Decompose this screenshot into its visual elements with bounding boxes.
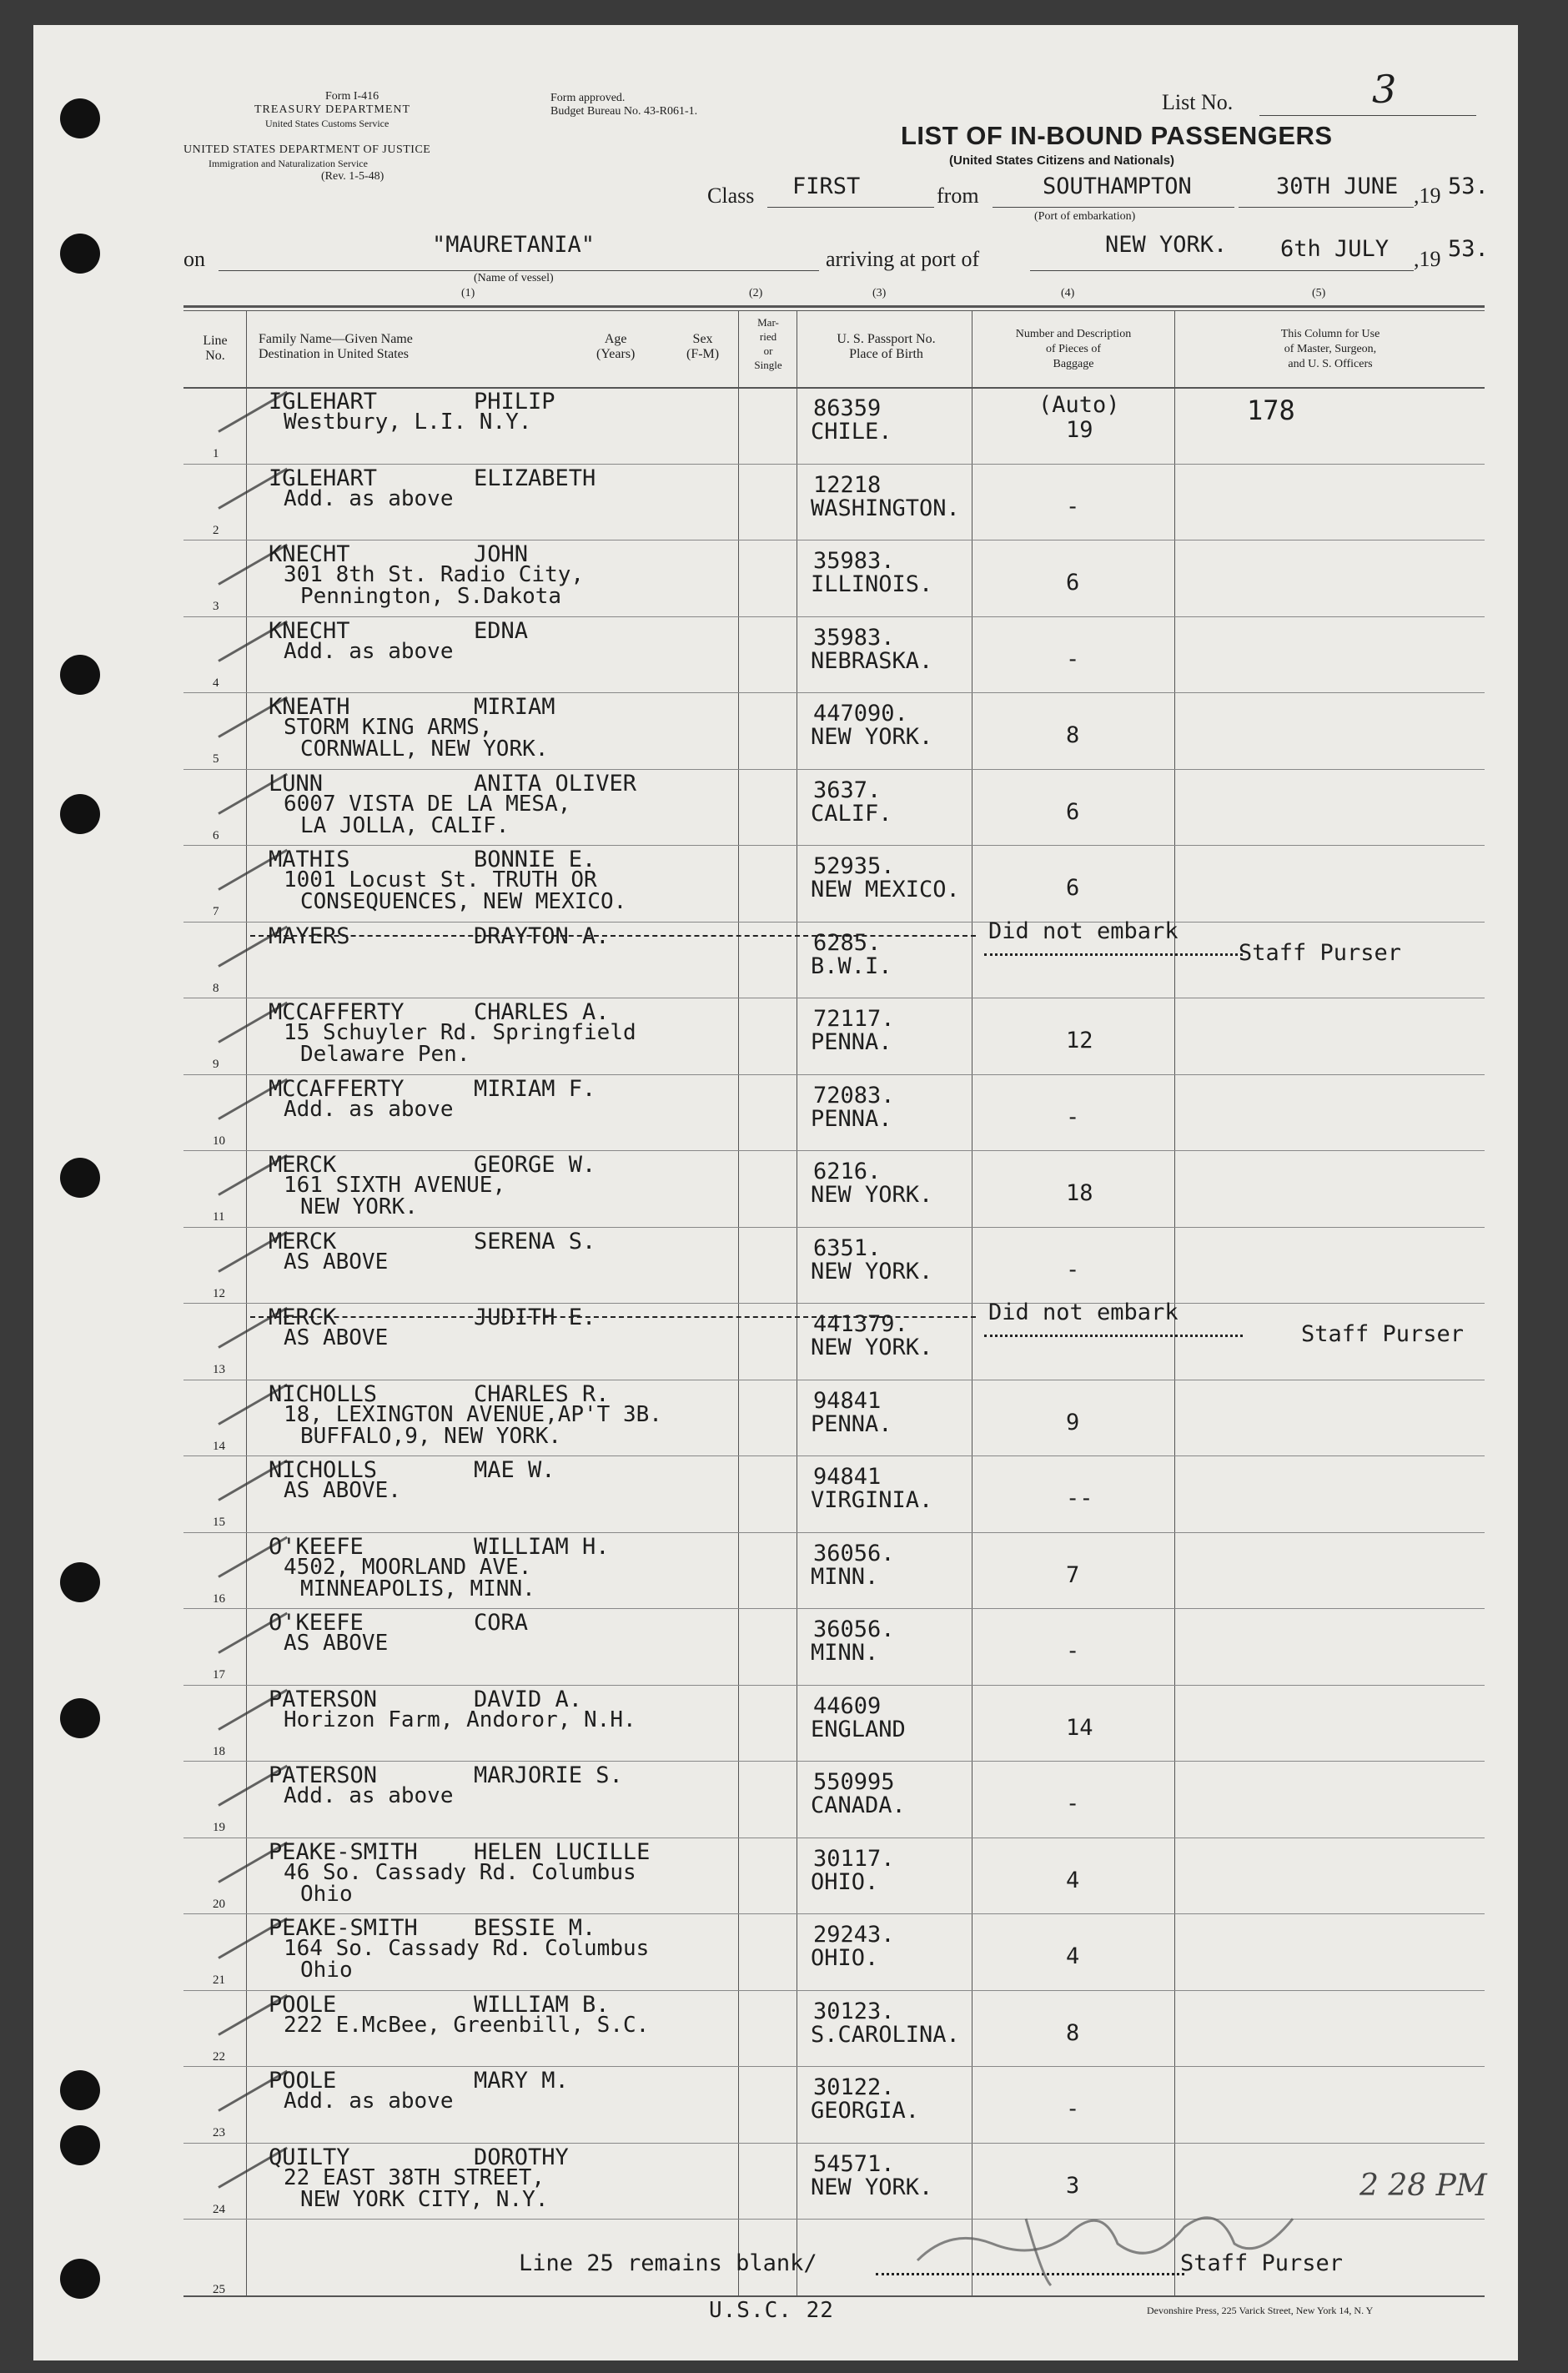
destination-address: Ohio xyxy=(300,1958,353,1983)
destination-address: Pennington, S.Dakota xyxy=(300,584,562,609)
ins-service: Immigration and Naturalization Service xyxy=(209,158,368,169)
destination-address: AS ABOVE xyxy=(284,1631,389,1656)
col-family-name: Family Name—Given Name Destination in United States xyxy=(259,332,413,361)
table-row xyxy=(0,1380,1568,1456)
given-name: BONNIE E. xyxy=(474,847,596,872)
line-number: 17 xyxy=(213,1668,225,1682)
table-row xyxy=(0,998,1568,1074)
passport-number: 12218 xyxy=(813,471,882,498)
from-label: from xyxy=(937,184,979,208)
destination-address: CORNWALL, NEW YORK. xyxy=(300,737,549,762)
family-name: MAYERS xyxy=(269,923,350,949)
table-row xyxy=(0,1227,1568,1304)
given-name: ANITA OLIVER xyxy=(474,770,637,797)
form-approved: Form approved. xyxy=(550,92,626,104)
family-name: MERCK xyxy=(269,1228,337,1254)
destination-address: Add. as above xyxy=(284,1096,454,1122)
place-of-birth: PENNA. xyxy=(811,1105,892,1132)
family-name: QUILTY xyxy=(269,2144,350,2170)
printer-imprint: Devonshire Press, 225 Varick Street, New York 14, N. Y xyxy=(1147,2305,1374,2316)
passport-number: 35983. xyxy=(813,548,895,574)
class-value: FIRST xyxy=(792,173,861,199)
baggage-count: - xyxy=(1066,2096,1080,2122)
passport-number: 6285. xyxy=(813,929,882,956)
given-name: PHILIP xyxy=(474,389,555,415)
destination-address: LA JOLLA, CALIF. xyxy=(300,812,510,838)
date-arrival-year: 53. xyxy=(1448,236,1489,262)
baggage-count: Did not embark xyxy=(988,1300,1179,1325)
baggage-count: 4 xyxy=(1066,1943,1080,1969)
given-name: SERENA S. xyxy=(474,1228,596,1254)
family-name: POOLE xyxy=(269,2068,337,2094)
form-subtitle: (United States Citizens and Nationals) xyxy=(949,153,1175,168)
destination-address: NEW YORK. xyxy=(300,1194,418,1219)
family-name: IGLEHART xyxy=(269,465,378,491)
given-name: DAVID A. xyxy=(474,1686,583,1712)
destination-address: NEW YORK CITY, N.Y. xyxy=(300,2186,549,2212)
destination-address: 6007 VISTA DE LA MESA, xyxy=(284,791,571,817)
col-age: Age (Years) xyxy=(596,332,636,361)
place-of-birth: CHILE. xyxy=(811,419,892,445)
place-of-birth: CALIF. xyxy=(811,800,892,827)
baggage-count: 3 xyxy=(1066,2172,1080,2199)
passport-number: 72117. xyxy=(813,1006,895,1032)
table-row xyxy=(0,692,1568,769)
passport-number: 54571. xyxy=(813,2150,895,2177)
passport-number: 36056. xyxy=(813,1616,895,1642)
table-row xyxy=(0,1150,1568,1227)
justice-dept: UNITED STATES DEPARTMENT OF JUSTICE xyxy=(183,143,431,156)
destination-address: STORM KING ARMS, xyxy=(284,715,493,740)
passport-number: 94841 xyxy=(813,1464,882,1490)
passport-number: 94841 xyxy=(813,1387,882,1414)
place-of-birth: CANADA. xyxy=(811,1792,906,1818)
date-departure-year: 53. xyxy=(1448,173,1489,199)
table-row xyxy=(0,1074,1568,1151)
passport-number: 86359 xyxy=(813,395,882,421)
place-of-birth: OHIO. xyxy=(811,1868,879,1895)
table-row xyxy=(0,1532,1568,1609)
family-name: NICHOLLS xyxy=(269,1457,378,1483)
destination-address: MINNEAPOLIS, MINN. xyxy=(300,1576,535,1601)
destination-address: 164 So. Cassady Rd. Columbus xyxy=(284,1936,650,1961)
destination-address: Ohio xyxy=(300,1881,353,1907)
passport-number: 44609 xyxy=(813,1692,882,1719)
given-name: CHARLES R. xyxy=(474,1380,610,1407)
passport-number: 52935. xyxy=(813,853,895,879)
date-departure: 30TH JUNE xyxy=(1276,173,1399,199)
form-title: LIST OF IN-BOUND PASSENGERS xyxy=(901,121,1333,150)
baggage-count: 9 xyxy=(1066,1409,1080,1435)
given-name: MAE W. xyxy=(474,1457,555,1483)
passport-number: 30117. xyxy=(813,1845,895,1872)
family-name: KNEATH xyxy=(269,694,350,720)
destination-address: 1001 Locust St. TRUTH OR xyxy=(284,867,597,892)
strikethrough xyxy=(250,1316,976,1318)
baggage-count: 8 xyxy=(1066,2019,1080,2046)
binder-hole xyxy=(60,2259,100,2299)
baggage-count: 18 xyxy=(1066,1180,1093,1206)
destination-address: Add. as above xyxy=(284,2089,454,2114)
table-row xyxy=(0,1608,1568,1685)
given-name: JUDITH E. xyxy=(474,1305,596,1330)
baggage-count: 19 xyxy=(1066,417,1093,443)
table-row xyxy=(0,1838,1568,1914)
baggage-count: - xyxy=(1066,1104,1080,1130)
given-name: DRAYTON A. xyxy=(474,923,610,949)
baggage-count: 14 xyxy=(1066,1714,1093,1741)
table-row xyxy=(0,1300,1568,1380)
place-of-birth: S.CAROLINA. xyxy=(811,2021,960,2048)
treasury-dept: TREASURY DEPARTMENT xyxy=(254,103,411,116)
destination-address: Add. as above xyxy=(284,485,454,511)
family-name: MCCAFFERTY xyxy=(269,1075,405,1102)
line-number: 14 xyxy=(213,1439,225,1453)
baggage-count: Did not embark xyxy=(988,918,1179,944)
from-value: SOUTHAMPTON xyxy=(1043,173,1192,199)
date-arrival: 6th JULY xyxy=(1280,236,1390,262)
table-row xyxy=(0,540,1568,616)
officer-remark: Staff Purser xyxy=(1239,939,1402,966)
given-name: WILLIAM B. xyxy=(474,1991,610,2018)
given-name: CORA xyxy=(474,1610,529,1636)
family-name: O'KEEFE xyxy=(269,1610,364,1636)
given-name: MIRIAM F. xyxy=(474,1075,596,1102)
family-name: MERCK xyxy=(269,1152,337,1178)
binder-hole xyxy=(60,98,100,138)
table-row xyxy=(0,464,1568,540)
table-row xyxy=(0,845,1568,922)
destination-address: 4502, MOORLAND AVE. xyxy=(284,1554,532,1580)
baggage-count: 8 xyxy=(1066,722,1080,748)
form-revision: (Rev. 1-5-48) xyxy=(321,170,384,183)
baggage-count: 4 xyxy=(1066,1867,1080,1893)
line-number: 8 xyxy=(213,981,219,995)
family-name: PATERSON xyxy=(269,1686,378,1712)
destination-address: 22 EAST 38TH STREET, xyxy=(284,2164,545,2190)
list-no-label: List No. xyxy=(1162,90,1234,114)
table-row xyxy=(0,769,1568,846)
table-row xyxy=(0,616,1568,693)
passport-number: 6216. xyxy=(813,1159,882,1184)
form-number: Form I-416 xyxy=(325,90,379,103)
port-embark-label: (Port of embarkation) xyxy=(1034,210,1136,223)
destination-address: 15 Schuyler Rd. Springfield xyxy=(284,1020,636,1045)
given-name: MIRIAM xyxy=(474,694,555,720)
given-name: EDNA xyxy=(474,617,529,644)
passport-number: 35983. xyxy=(813,624,895,651)
place-of-birth: WASHINGTON. xyxy=(811,495,960,521)
family-name: KNECHT xyxy=(269,541,350,567)
table-row xyxy=(0,1455,1568,1532)
passport-number: 3637. xyxy=(813,777,882,803)
place-of-birth: PENNA. xyxy=(811,1410,892,1437)
place-of-birth: ILLINOIS. xyxy=(811,571,933,597)
arrival-port: NEW YORK. xyxy=(1105,232,1228,258)
passport-number: 30123. xyxy=(813,1998,895,2024)
table-row xyxy=(0,2066,1568,2143)
destination-address: 161 SIXTH AVENUE, xyxy=(284,1173,506,1198)
col-line-no: Line No. xyxy=(203,334,228,363)
destination-address: 301 8th St. Radio City, xyxy=(284,562,585,587)
place-of-birth: NEW MEXICO. xyxy=(811,877,960,902)
family-name: MATHIS xyxy=(269,847,350,872)
line-number: 3 xyxy=(213,600,219,613)
family-name: PEAKE-SMITH xyxy=(269,1915,418,1941)
on-label: on xyxy=(183,247,205,271)
line-number: 24 xyxy=(213,2202,225,2216)
table-row xyxy=(0,1990,1568,2067)
line-number: 18 xyxy=(213,1744,225,1758)
passport-number: 6351. xyxy=(813,1234,882,1261)
family-name: PEAKE-SMITH xyxy=(269,1838,418,1865)
passport-number: 72083. xyxy=(813,1082,895,1109)
binder-hole xyxy=(60,234,100,274)
table-row xyxy=(0,1685,1568,1762)
place-of-birth: GEORGIA. xyxy=(811,2098,920,2124)
strikethrough xyxy=(250,935,976,937)
line-number: 10 xyxy=(213,1134,225,1148)
given-name: ELIZABETH xyxy=(474,465,596,491)
table-row xyxy=(0,1913,1568,1990)
family-name: LUNN xyxy=(269,770,324,797)
line-number: 9 xyxy=(213,1058,219,1071)
given-name: BESSIE M. xyxy=(474,1915,596,1941)
destination-address: BUFFALO,9, NEW YORK. xyxy=(300,1423,562,1449)
customs-service: United States Customs Service xyxy=(265,118,389,129)
place-of-birth: OHIO. xyxy=(811,1945,879,1971)
line-25-remark: Staff Purser xyxy=(1180,2250,1344,2276)
line-25-text: Line 25 remains blank/ xyxy=(519,2250,817,2276)
baggage-count: - xyxy=(1066,1256,1080,1283)
given-name: JOHN xyxy=(474,541,529,567)
place-of-birth: NEW YORK. xyxy=(811,1182,933,1208)
place-of-birth: NEW YORK. xyxy=(811,1258,933,1285)
place-of-birth: MINN. xyxy=(811,1563,879,1590)
baggage-count: - xyxy=(1066,646,1080,672)
line-number: 19 xyxy=(213,1821,225,1834)
baggage-count: 12 xyxy=(1066,1028,1093,1053)
place-of-birth: ENGLAND xyxy=(811,1716,906,1742)
passport-number: 550995 xyxy=(813,1769,895,1795)
place-of-birth: NEW YORK. xyxy=(811,1335,933,1360)
signature-time: 2 28 PM xyxy=(1359,2169,1487,2203)
line-number: 5 xyxy=(213,752,219,766)
line-number: 1 xyxy=(213,447,219,460)
passport-number: 441379. xyxy=(813,1311,908,1337)
place-of-birth: B.W.I. xyxy=(811,953,892,979)
officer-remark: Staff Purser xyxy=(1301,1321,1465,1347)
table-row xyxy=(0,387,1568,464)
baggage-count: - xyxy=(1066,1791,1080,1817)
line-number: 22 xyxy=(213,2049,225,2064)
destination-address: AS ABOVE. xyxy=(284,1478,401,1503)
col-passport: U. S. Passport No. Place of Birth xyxy=(837,332,936,361)
line-number: 20 xyxy=(213,1897,225,1911)
table-row xyxy=(0,1761,1568,1838)
baggage-count: - xyxy=(1066,1638,1080,1664)
destination-address: 18, LEXINGTON AVENUE,AP'T 3B. xyxy=(284,1401,662,1427)
family-name: NICHOLLS xyxy=(269,1380,378,1407)
place-of-birth: NEW YORK. xyxy=(811,724,933,750)
given-name: GEORGE W. xyxy=(474,1152,596,1178)
col-sex: Sex (F-M) xyxy=(686,332,720,361)
family-name: O'KEEFE xyxy=(269,1533,364,1560)
given-name: DOROTHY xyxy=(474,2144,569,2170)
baggage-note: (Auto) xyxy=(1038,392,1120,418)
family-name: MCCAFFERTY xyxy=(269,999,405,1025)
given-name: HELEN LUCILLE xyxy=(474,1838,651,1865)
place-of-birth: MINN. xyxy=(811,1640,879,1666)
destination-address: Westbury, L.I. N.Y. xyxy=(284,410,532,435)
table-row xyxy=(0,918,1568,998)
place-of-birth: NEW YORK. xyxy=(811,2174,933,2200)
destination-address: 46 So. Cassady Rd. Columbus xyxy=(284,1859,636,1885)
family-name: IGLEHART xyxy=(269,389,378,415)
line-number: 2 xyxy=(213,523,219,537)
passport-number: 30122. xyxy=(813,2074,895,2100)
place-of-birth: VIRGINIA. xyxy=(811,1487,933,1513)
family-name: POOLE xyxy=(269,1991,337,2018)
list-no-value: 3 xyxy=(1372,67,1397,112)
destination-address: AS ABOVE xyxy=(284,1325,389,1350)
vessel-label: (Name of vessel) xyxy=(474,272,554,284)
destination-address: 222 E.McBee, Greenbill, S.C. xyxy=(284,2012,650,2038)
col-officers: This Column for Use of Master, Surgeon, and U. S. Officers xyxy=(1280,328,1380,370)
officer-remark: 178 xyxy=(1247,395,1295,426)
destination-address: AS ABOVE xyxy=(284,1249,389,1274)
baggage-count: 6 xyxy=(1066,570,1080,596)
line-number: 16 xyxy=(213,1591,225,1606)
col-baggage: Number and Description of Pieces of Baggage xyxy=(1015,328,1132,370)
baggage-count: - xyxy=(1066,493,1080,520)
baggage-count: -- xyxy=(1066,1486,1093,1511)
family-name: MERCK xyxy=(269,1305,337,1330)
destination-address: Add. as above xyxy=(284,1783,454,1808)
baggage-count: 6 xyxy=(1066,875,1080,901)
baggage-count: 7 xyxy=(1066,1561,1080,1588)
given-name: WILLIAM H. xyxy=(474,1533,610,1560)
destination-address: Add. as above xyxy=(284,638,454,664)
col-married: Mar- ried or Single xyxy=(754,316,782,371)
destination-address: CONSEQUENCES, NEW MEXICO. xyxy=(300,889,627,914)
usc-number: U.S.C. 22 xyxy=(709,2298,834,2323)
arriving-label: arriving at port of xyxy=(826,247,980,271)
given-name: CHARLES A. xyxy=(474,999,610,1025)
line-number: 15 xyxy=(213,1516,225,1529)
place-of-birth: PENNA. xyxy=(811,1029,892,1055)
budget-bureau: Budget Bureau No. 43-R061-1. xyxy=(550,105,698,118)
line-number: 11 xyxy=(213,1210,225,1224)
line-number: 13 xyxy=(213,1363,225,1376)
given-name: MARY M. xyxy=(474,2068,569,2094)
line-number: 21 xyxy=(213,1973,225,1987)
line-number: 23 xyxy=(213,2126,225,2139)
destination-address: Horizon Farm, Andoror, N.H. xyxy=(284,1707,636,1732)
line-number: 6 xyxy=(213,828,219,842)
baggage-count: 6 xyxy=(1066,798,1080,825)
class-label: Class xyxy=(707,184,755,208)
line-number: 12 xyxy=(213,1286,225,1300)
line-number: 7 xyxy=(213,905,219,918)
passport-number: 447090. xyxy=(813,701,908,726)
place-of-birth: NEBRASKA. xyxy=(811,647,933,674)
vessel-name: "MAURETANIA" xyxy=(432,232,596,258)
destination-address: Delaware Pen. xyxy=(300,1042,470,1067)
family-name: PATERSON xyxy=(269,1762,378,1788)
passport-number: 29243. xyxy=(813,1922,895,1948)
passport-number: 36056. xyxy=(813,1540,895,1566)
given-name: MARJORIE S. xyxy=(474,1762,623,1788)
line-number: 4 xyxy=(213,676,219,690)
family-name: KNECHT xyxy=(269,617,350,644)
